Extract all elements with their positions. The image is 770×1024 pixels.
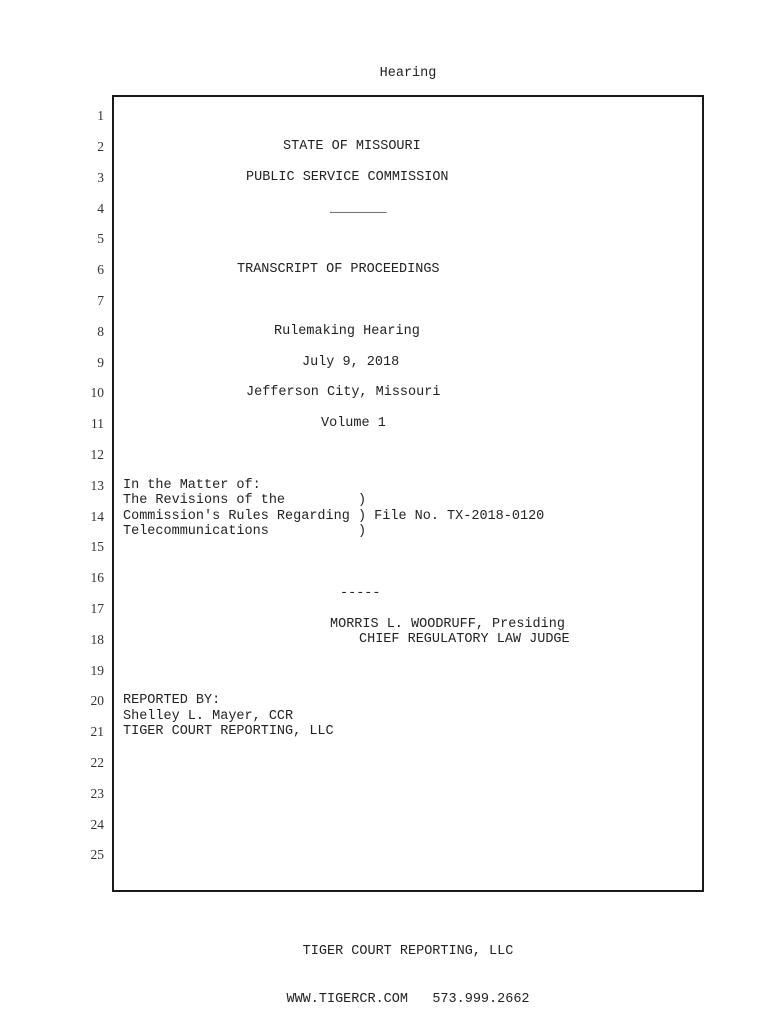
footer-phone: 573.999.2662 [432,992,530,1007]
volume-number: Volume 1 [321,416,386,431]
judge-name: MORRIS L. WOODRUFF, Presiding [330,617,565,632]
line-number: 14 [90,509,104,524]
page-footer [0,912,770,1024]
hearing-date: July 9, 2018 [302,355,400,370]
line-number: 2 [97,139,104,154]
line-number: 24 [90,817,104,832]
line-number: 13 [90,478,104,493]
line-number: 18 [90,632,104,647]
line-number: 16 [90,570,104,585]
reporting-company: TIGER COURT REPORTING, LLC [123,724,334,739]
caption-line: In the Matter of: [123,478,261,493]
line-number: 5 [97,231,104,246]
line-number: 3 [97,170,104,185]
line-number: 12 [90,447,104,462]
footer-website: WWW.TIGERCR.COM [286,992,408,1007]
line-number: 22 [90,755,104,770]
line-number: 17 [90,601,104,616]
judge-title: CHIEF REGULATORY LAW JUDGE [359,632,570,647]
hearing-type: Rulemaking Hearing [274,324,420,339]
reporter-name: Shelley L. Mayer, CCR [123,709,294,724]
transcript-title: TRANSCRIPT OF PROCEEDINGS [237,262,440,277]
line-number: 25 [90,847,104,862]
line-number: 6 [97,262,104,277]
reported-by-label: REPORTED BY: [123,693,221,708]
hearing-location: Jefferson City, Missouri [246,385,441,400]
caption-line: The Revisions of the ) [123,493,367,508]
state-heading: STATE OF MISSOURI [283,139,421,154]
line-number: 9 [97,355,104,370]
commission-heading: PUBLIC SERVICE COMMISSION [246,170,449,185]
line-number: 10 [90,385,104,400]
line-number: 19 [90,663,104,678]
footer-contact [0,992,770,1008]
line-number: 23 [90,786,104,801]
page-header-title: Hearing [379,66,437,81]
line-number: 8 [97,324,104,339]
line-number: 11 [91,416,104,431]
line-number: 21 [90,724,104,739]
caption-line-file-number: Commission's Rules Regarding ) File No. TX-2018-0120 [123,509,545,524]
line-number: 20 [90,693,104,708]
section-separator: ----- [340,586,381,601]
line-number: 4 [97,201,104,216]
heading-rule: _______ [330,201,387,216]
footer-company: TIGER COURT REPORTING, LLC [302,944,514,959]
line-number: 1 [97,108,104,123]
line-number: 7 [97,293,104,308]
line-number: 15 [90,539,104,554]
caption-line: Telecommunications ) [123,524,367,539]
